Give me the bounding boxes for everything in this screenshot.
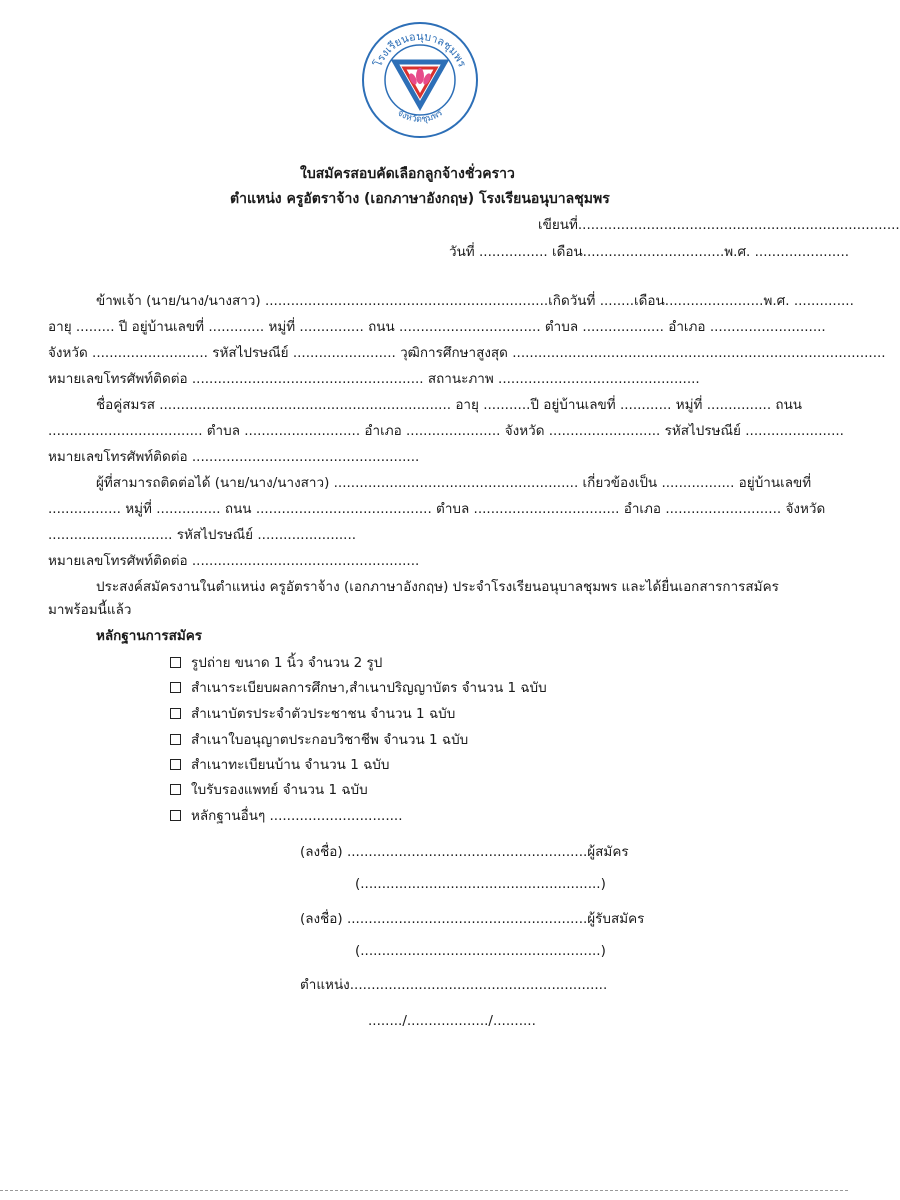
evidence-heading: หลักฐานการสมัคร — [96, 628, 203, 644]
evidence-label: รูปถ่าย ขนาด 1 นิ้ว จำนวน 2 รูป — [191, 655, 383, 671]
evidence-label: สำเนาระเบียบผลการศึกษา,สำเนาปริญญาบัตร จำนวน 1 ฉบับ — [191, 680, 547, 696]
evidence-item[interactable] — [170, 705, 455, 723]
evidence-label: หลักฐานอื่นๆ ............................... — [191, 808, 403, 824]
checkbox[interactable] — [170, 657, 181, 668]
applicant-phone-line: หมายเลขโทรศัพท์ติดต่อ ...................................................... สถานะภาพ ............................................... — [48, 371, 700, 387]
contact-phone-line: หมายเลขโทรศัพท์ติดต่อ ..................................................... — [48, 553, 420, 569]
evidence-label: ใบรับรองแพทย์ จำนวน 1 ฉบับ — [191, 782, 368, 798]
evidence-item[interactable] — [170, 654, 382, 672]
purpose-line: ประสงค์สมัครงานในตำแหน่ง ครูอัตราจ้าง (เอกภาษาอังกฤษ) ประจำโรงเรียนอนุบาลชุมพร และได้ยื่นเอกสารการสมัคร — [96, 579, 779, 595]
date-line: วันที่ ................ เดือน.................................พ.ศ. ...................... — [449, 244, 850, 260]
evidence-label: สำเนาบัตรประจำตัวประชาชน จำนวน 1 ฉบับ — [191, 706, 456, 722]
emblem-text-bottom: จังหวัดชุมพร — [395, 108, 445, 125]
receiver-name-parentheses: (........................................................) — [355, 943, 606, 959]
checkbox[interactable] — [170, 784, 181, 795]
spouse-line: ชื่อคู่สมรส .................................................................... อายุ ...........ปี อยู่บ้านเลขที่ ............ หมู่ที่ ............... ถนน — [96, 397, 803, 413]
sign-date-line: ......../.................../.......... — [368, 1013, 536, 1029]
receiver-signature-line: (ลงชื่อ) ........................................................ผู้รับสมัคร — [300, 911, 645, 927]
emblem-text-top: โรงเรียนอนุบาลชุมพร — [371, 29, 469, 70]
written-at-line: เขียนที่........................................................................... — [538, 217, 900, 233]
applicant-name-parentheses: (........................................................) — [355, 876, 606, 892]
evidence-label: สำเนาทะเบียนบ้าน จำนวน 1 ฉบับ — [191, 757, 390, 773]
evidence-item[interactable] — [170, 781, 368, 799]
checkbox[interactable] — [170, 682, 181, 693]
applicant-province-line: จังหวัด ........................... รหัสไปรษณีย์ ........................ วุฒิการศึกษาสูงสุด ....................................................................................... — [48, 345, 886, 361]
checkbox[interactable] — [170, 708, 181, 719]
form-subtitle: ตำแหน่ง ครูอัตราจ้าง (เอกภาษาอังกฤษ) โรงเรียนอนุบาลชุมพร — [230, 191, 610, 207]
bottom-edge-divider — [0, 1190, 848, 1191]
checkbox[interactable] — [170, 734, 181, 745]
checkbox[interactable] — [170, 810, 181, 821]
purpose-line-cont: มาพร้อมนี้แล้ว — [48, 602, 132, 618]
contact-address-line: ................. หมู่ที่ ............... ถนน ......................................... ตำบล .................................. อำเภอ ........................... จังหวัด — [48, 501, 826, 517]
school-emblem-logo — [360, 20, 480, 140]
contact-person-line: ผู้ที่สามารถติดต่อได้ (นาย/นาง/นางสาว) ......................................................... เกี่ยวข้องเป็น ................. อยู่บ้านเลขที่ — [96, 475, 812, 491]
position-line: ตำแหน่ง............................................................ — [300, 977, 608, 993]
evidence-item[interactable] — [170, 756, 389, 774]
spouse-phone-line: หมายเลขโทรศัพท์ติดต่อ ..................................................... — [48, 449, 420, 465]
contact-postcode-line: ............................. รหัสไปรษณีย์ ....................... — [48, 527, 357, 543]
spouse-address-line: .................................... ตำบล ........................... อำเภอ ...................... จังหวัด .......................... รหัสไปรษณีย์ ....................... — [48, 423, 844, 439]
applicant-signature-line: (ลงชื่อ) ........................................................ผู้สมัคร — [300, 844, 629, 860]
evidence-label: สำเนาใบอนุญาตประกอบวิชาชีพ จำนวน 1 ฉบับ — [191, 732, 469, 748]
form-title: ใบสมัครสอบคัดเลือกลูกจ้างชั่วคราว — [300, 166, 515, 182]
evidence-item[interactable] — [170, 731, 468, 749]
applicant-address-line: อายุ ......... ปี อยู่บ้านเลขที่ ............. หมู่ที่ ............... ถนน ................................. ตำบล ................... อำเภอ ........................... — [48, 319, 826, 335]
evidence-item[interactable] — [170, 679, 547, 697]
checkbox[interactable] — [170, 759, 181, 770]
applicant-name-line: ข้าพเจ้า (นาย/นาง/นางสาว) ..................................................................เกิดวันที่ ........เดือน.......................พ.ศ. .............. — [96, 293, 854, 309]
evidence-item[interactable] — [170, 807, 403, 825]
